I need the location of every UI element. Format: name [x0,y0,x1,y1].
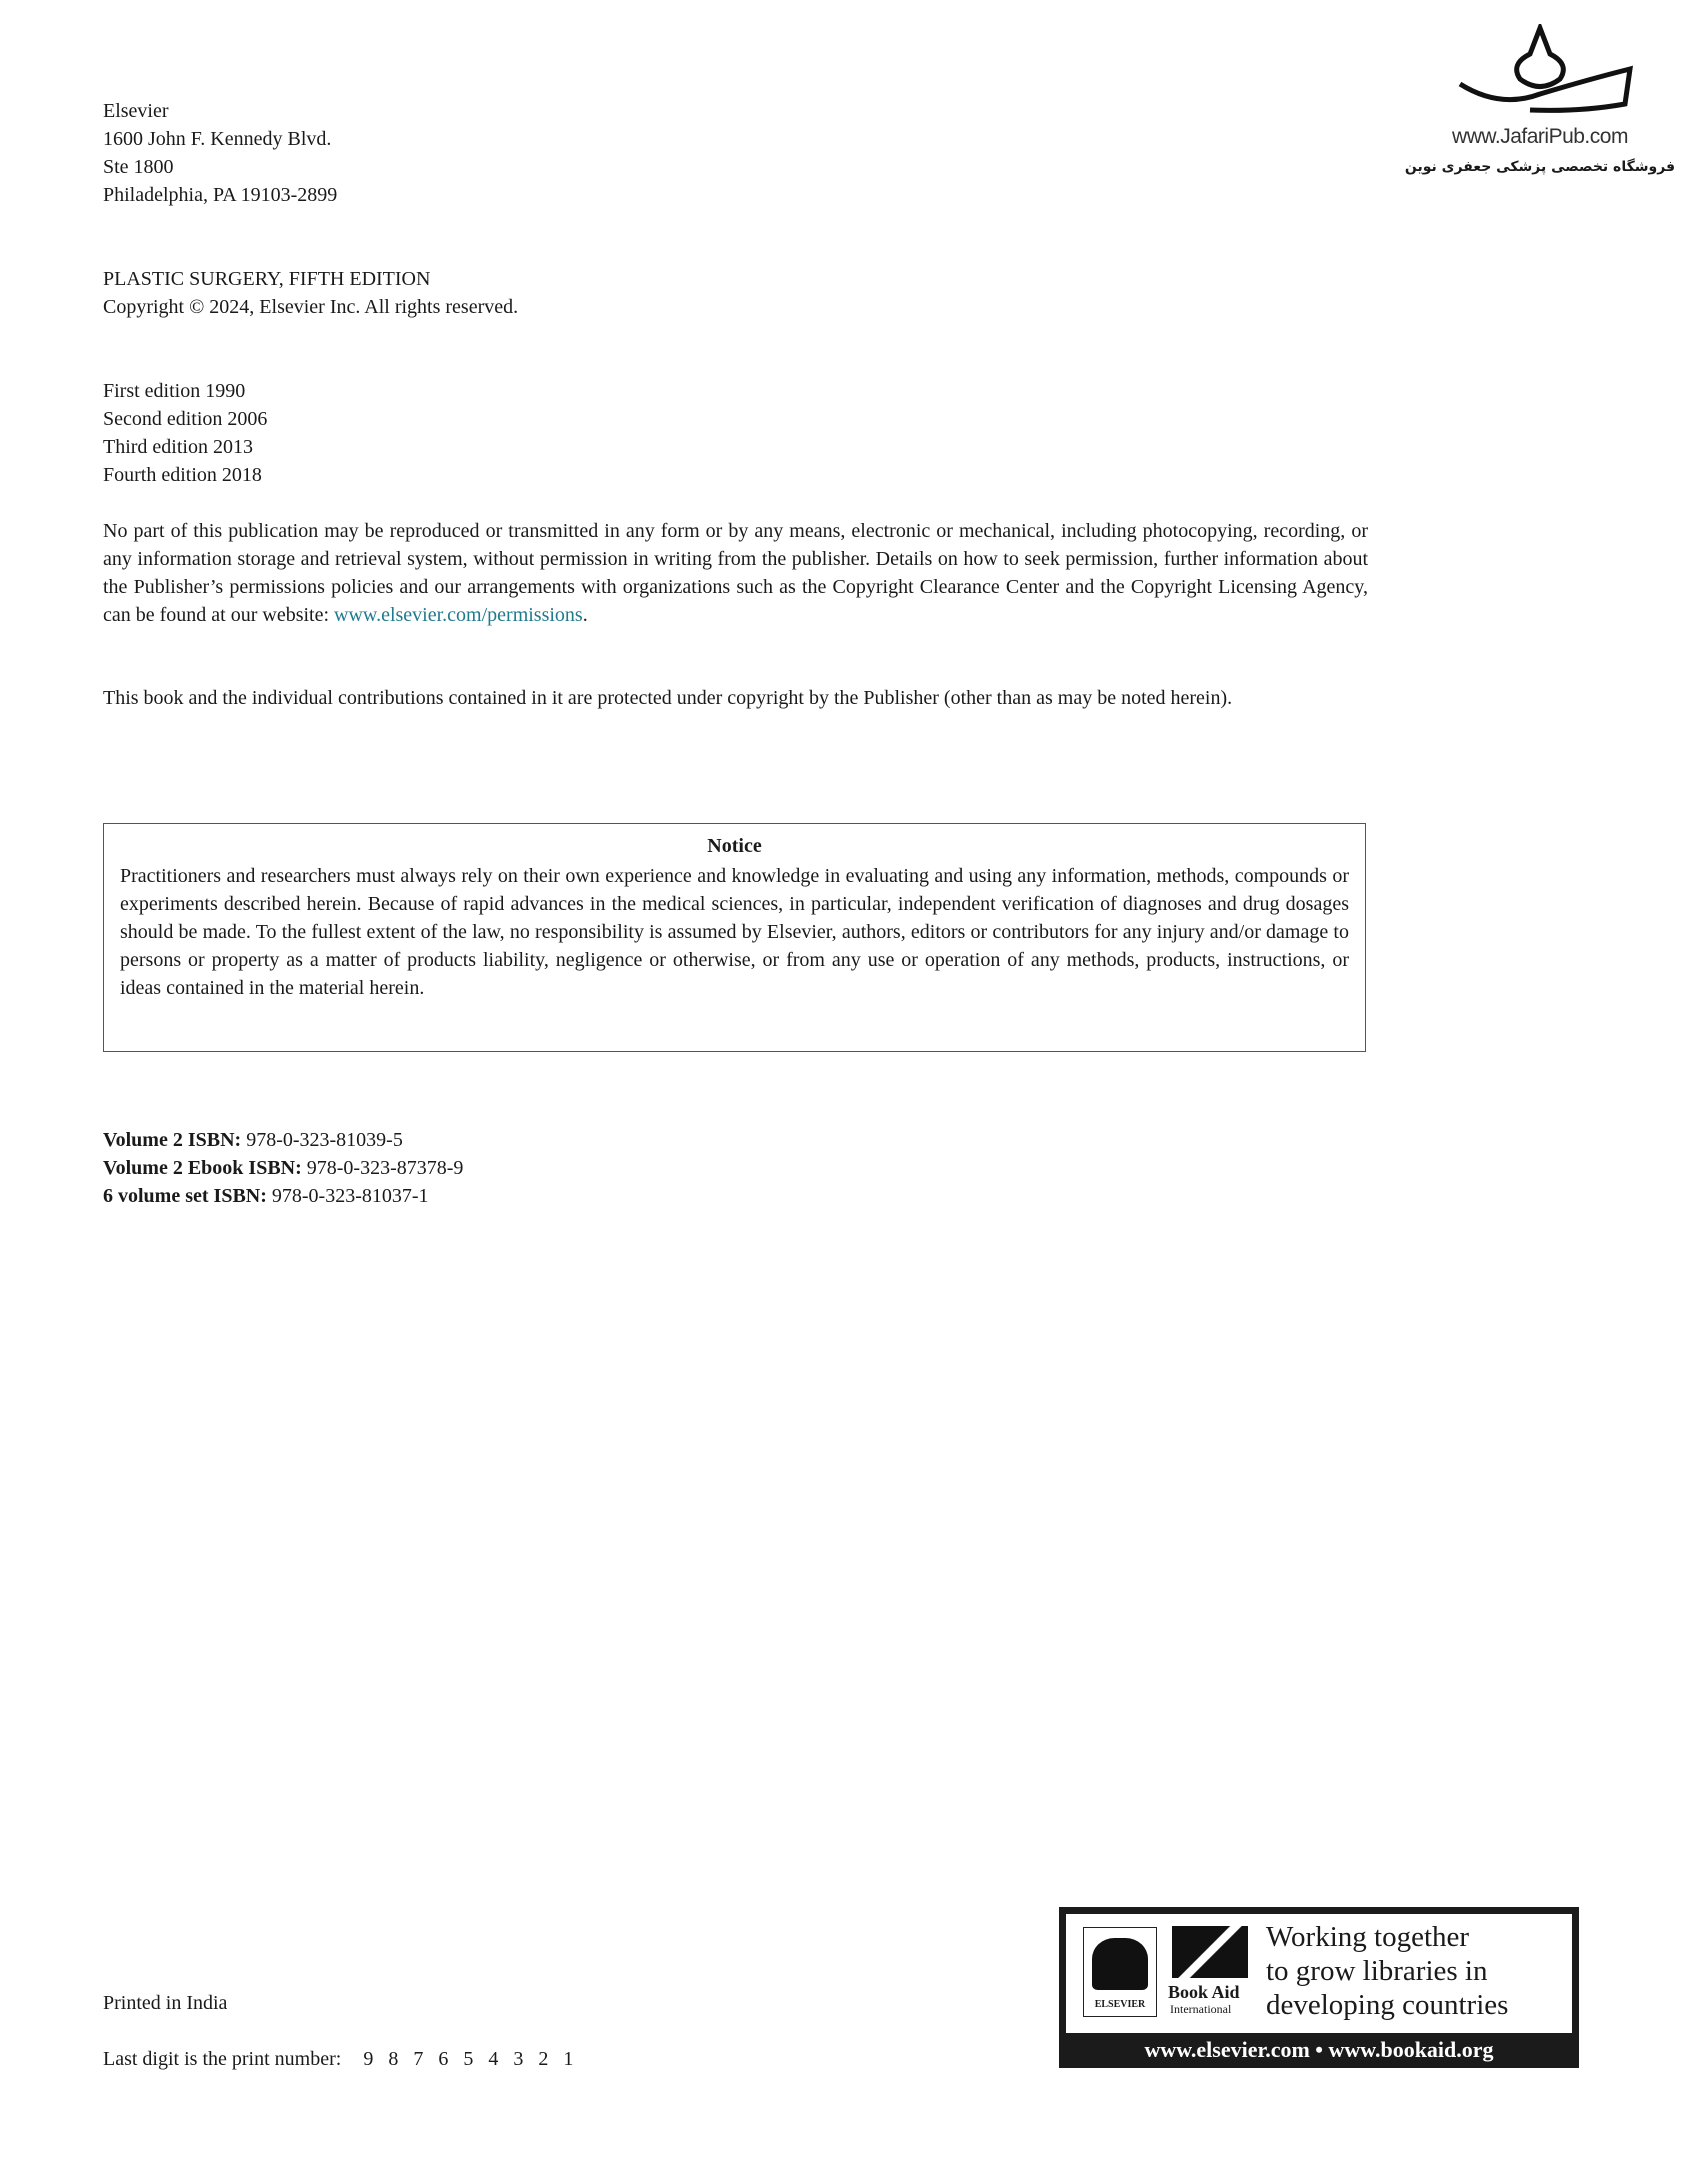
copyright-line: Copyright © 2024, Elsevier Inc. All rights reserved. [103,296,519,318]
watermark-persian: فروشگاه تخصصی پزشکی جعفری نوین [1404,159,1676,175]
jafaripub-watermark [1400,24,1680,175]
notice-box [103,823,1366,1052]
isbn-label: Volume 2 Ebook ISBN: [103,1157,302,1179]
book-aid-banner [1059,1907,1579,2068]
elsevier-logo-text: ELSEVIER [1094,1999,1146,2010]
address-line: Elsevier [103,100,169,122]
book-aid-logo [1168,1926,1250,2021]
banner-footer: www.elsevier.com • www.bookaid.org [1144,2037,1494,2062]
book-icon [1172,1926,1248,1978]
edition-line: Fourth edition 2018 [103,464,262,486]
edition-line: Third edition 2013 [103,436,253,458]
elsevier-logo [1083,1927,1157,2017]
isbn-value: 978-0-323-81037-1 [266,1185,429,1207]
edition-line: First edition 1990 [103,380,246,402]
watermark-url: www.JafariPub.com [1452,125,1628,148]
publisher-address [103,97,1368,209]
printed-in: Printed in India [103,1992,228,2014]
tree-icon [1092,1938,1148,1990]
edition-history [103,377,1368,489]
isbn-line [103,1126,1368,1154]
slogan-line: to grow libraries in [1266,1955,1488,1987]
notice-heading: Notice [707,835,762,857]
print-number-label: Last digit is the print number: [103,2048,342,2070]
rights-text: No part of this publication may be reproduced or transmitted in any form or by any means, electronic or mechanical, including photocopying, recording, or any information storage and retrieval system, without permission in writing from the publisher. Details on how to seek permission, further information about the Publisher’s permissions policies and our arrangements with organizations such as the Copyright Clearance Center and the Copyright Licensing Agency, can be found at our website: [103,520,1368,626]
book-title: PLASTIC SURGERY, FIFTH EDITION [103,268,431,290]
isbn-list [103,1126,1368,1210]
address-line: Philadelphia, PA 19103-2899 [103,184,338,206]
isbn-value: 978-0-323-87378-9 [301,1157,464,1179]
title-block [103,265,1368,321]
calligraphy-logo-icon [1440,24,1640,119]
banner-slogan [1266,1920,1508,2022]
isbn-label: Volume 2 ISBN: [103,1129,242,1151]
address-line: 1600 John F. Kennedy Blvd. [103,128,332,150]
isbn-line [103,1154,1368,1182]
bookaid-name: Book Aid [1168,1982,1240,2002]
notice-text: Practitioners and researchers must always rely on their own experience and knowledge in evaluating and using any information, methods, compounds or experiments described herein. Because of rapid advances in the medical sciences, in particular, independent verification of diagnoses and drug dosages should be made. To the fullest extent of the law, no responsibility is assumed by Elsevier, authors, editors or contributors for any injury and/or damage to persons or property as a matter of products liability, negligence or otherwise, or from any use or operation of any methods, products, instructions, or ideas contained in the material herein. [120,865,1349,999]
isbn-label: 6 volume set ISBN: [103,1185,267,1207]
permissions-link[interactable]: www.elsevier.com/permissions [334,604,583,626]
protection-paragraph: This book and the individual contributions contained in it are protected under copyright by the Publisher (other than as may be noted herein). [103,687,1233,709]
slogan-line: Working together [1266,1921,1470,1953]
isbn-line [103,1182,1368,1210]
rights-paragraph [103,517,1368,629]
bookaid-sub: International [1170,2002,1232,2016]
edition-line: Second edition 2006 [103,408,268,430]
address-line: Ste 1800 [103,156,174,178]
rights-end: . [582,604,588,626]
slogan-line: developing countries [1266,1989,1509,2021]
print-number-digits: 9 8 7 6 5 4 3 2 1 [363,2048,574,2070]
isbn-value: 978-0-323-81039-5 [241,1129,403,1151]
